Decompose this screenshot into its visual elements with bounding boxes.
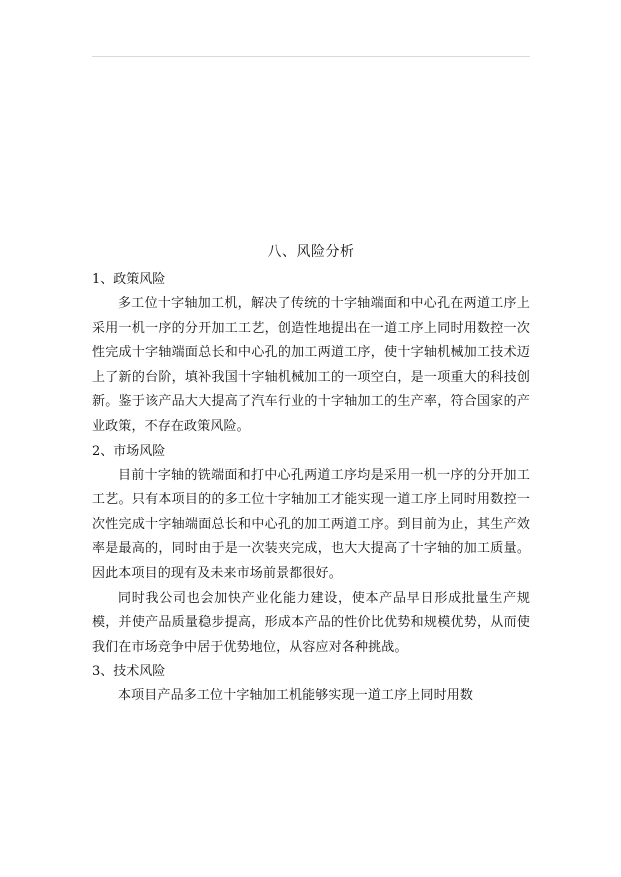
subsection-technical-risk	[92, 660, 530, 709]
subsection-policy-risk	[92, 268, 530, 440]
paragraph: 目前十字轴的铣端面和打中心孔两道工序均是采用一机一序的分开加工工艺。只有本项目的的多工位十字轴加工才能实现一道工序上同时用数控一次性完成十字轴端面总长和中心孔的加工两道工序。到目前为止，其生产效率是最高的，同时由于是一次装夹完成，也大大提高了十字轴的加工质量。因此本项目的现有及未来市场前景都很好。	[92, 467, 530, 581]
subsection-heading: 2、市场风险	[92, 443, 166, 459]
subsection-market-risk	[92, 440, 530, 661]
subsection-heading: 1、政策风险	[92, 272, 166, 287]
section-title: 八、风险分析	[267, 244, 355, 260]
header-divider	[92, 56, 530, 57]
paragraph: 多工位十字轴加工机，解决了传统的十字轴端面和中心孔在两道工序上采用一机一序的分开加工工艺，创造性地提出在一道工序上同时用数控一次性完成十字轴端面总长和中心孔的加工两道工序，使十字轴机械加工技术迈上了新的台阶，填补我国十字轴机械加工的一项空白，是一项重大的科技创新。鉴于该产品大大提高了汽车行业的十字轴加工的生产率，符合国家的产业政策，不存在政策风险。	[92, 296, 530, 434]
paragraph: 本项目产品多工位十字轴加工机能够实现一道工序上同时用数	[118, 688, 474, 704]
subsection-heading: 3、技术风险	[92, 664, 166, 680]
paragraph: 同时我公司也会加快产业化能力建设，使本产品早日形成批量生产规模，并使产品质量稳步提高，形成本产品的性价比优势和规模优势，从而使我们在市场竞争中居于优势地位，从容应对各种挑战。	[92, 590, 530, 655]
page-content	[92, 240, 530, 709]
